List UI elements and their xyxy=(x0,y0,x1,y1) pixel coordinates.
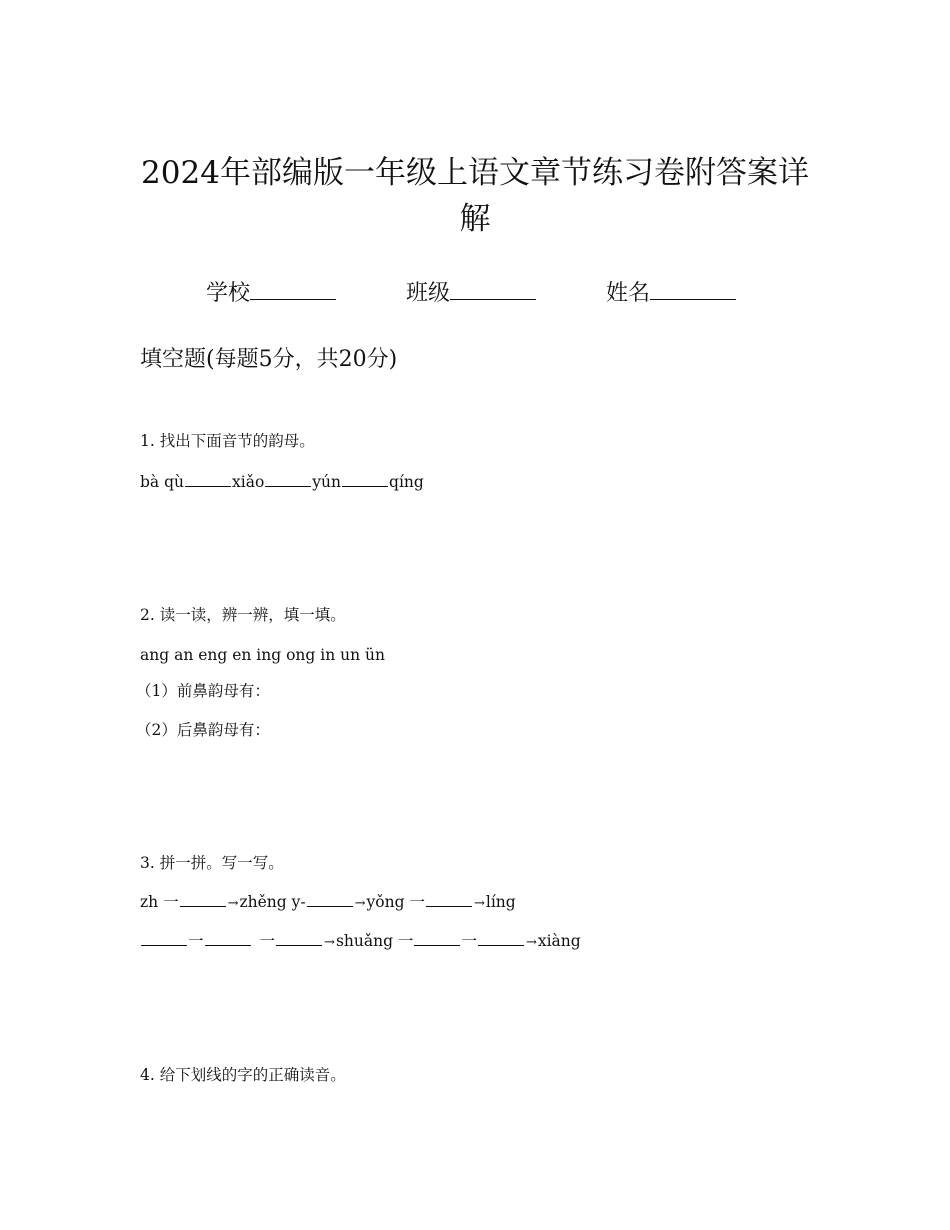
section-heading: 填空题(每题5分，共20分) xyxy=(140,347,398,372)
q1-syllable-1: bà qù xyxy=(140,473,184,491)
q3-row2-blank-4[interactable] xyxy=(414,930,460,946)
q3-row2-text-1: shuǎng 一 xyxy=(335,932,414,950)
q1-blank-1[interactable] xyxy=(185,471,231,487)
q3-stem: 3. 拼一拼。写一写。 xyxy=(140,854,284,872)
q3-row1-text-3: yǒng 一 xyxy=(366,893,425,911)
name-field xyxy=(606,276,736,307)
q1-syllable-4: qíng xyxy=(389,473,424,491)
q1-syllables xyxy=(140,471,424,493)
q1-stem: 1. 找出下面音节的韵母。 xyxy=(140,432,315,450)
q3-row1-blank-3[interactable] xyxy=(426,891,472,907)
class-blank[interactable] xyxy=(450,277,536,300)
q3-row2-dash-3: 一 xyxy=(461,932,477,950)
school-blank[interactable] xyxy=(250,277,336,300)
name-blank[interactable] xyxy=(650,277,736,300)
q3-row2-blank-5[interactable] xyxy=(478,930,524,946)
q1-syllable-2: xiǎo xyxy=(232,473,265,491)
q3-row2-blank-1[interactable] xyxy=(141,930,187,946)
q2-stem: 2. 读一读，辨一辨，填一填。 xyxy=(140,606,346,624)
q3-row1-text-2: zhěng y- xyxy=(239,893,306,911)
q3-row-2 xyxy=(140,930,581,954)
q1-syllable-3: yún xyxy=(312,473,342,491)
q3-row2-dash-1: 一 xyxy=(188,932,204,950)
arrow-icon: → xyxy=(525,935,537,950)
q3-row-1 xyxy=(140,891,516,915)
q4-stem: 4. 给下划线的字的正确读音。 xyxy=(140,1066,346,1084)
student-info-row xyxy=(0,276,950,310)
class-field xyxy=(406,276,536,307)
arrow-icon: → xyxy=(227,896,239,911)
q3-row2-blank-2[interactable] xyxy=(205,930,251,946)
q3-row1-blank-2[interactable] xyxy=(307,891,353,907)
q3-row2-dash-2: 一 xyxy=(259,932,276,950)
q2-finals: ang an eng en ing ong in un ün xyxy=(140,646,385,664)
school-label: 学校 xyxy=(206,281,251,306)
name-label: 姓名 xyxy=(606,281,651,306)
page-title: 2024年部编版一年级上语文章节练习卷附答案详解 xyxy=(141,155,809,237)
arrow-icon: → xyxy=(473,896,485,911)
q1-blank-3[interactable] xyxy=(342,471,388,487)
school-field xyxy=(206,276,336,307)
q3-row2-text-2: xiàng xyxy=(537,932,581,950)
q2-part2: （2）后鼻韵母有： xyxy=(136,721,270,739)
q3-row1-blank-1[interactable] xyxy=(180,891,226,907)
class-label: 班级 xyxy=(406,281,451,306)
q2-part1: （1）前鼻韵母有： xyxy=(136,682,270,700)
q3-row1-text-4: líng xyxy=(485,893,516,911)
arrow-icon: → xyxy=(324,935,335,950)
q3-row2-blank-3[interactable] xyxy=(276,930,322,946)
arrow-icon: → xyxy=(354,896,366,911)
q1-blank-2[interactable] xyxy=(265,471,311,487)
q3-row1-text-1: zh 一 xyxy=(140,893,179,911)
